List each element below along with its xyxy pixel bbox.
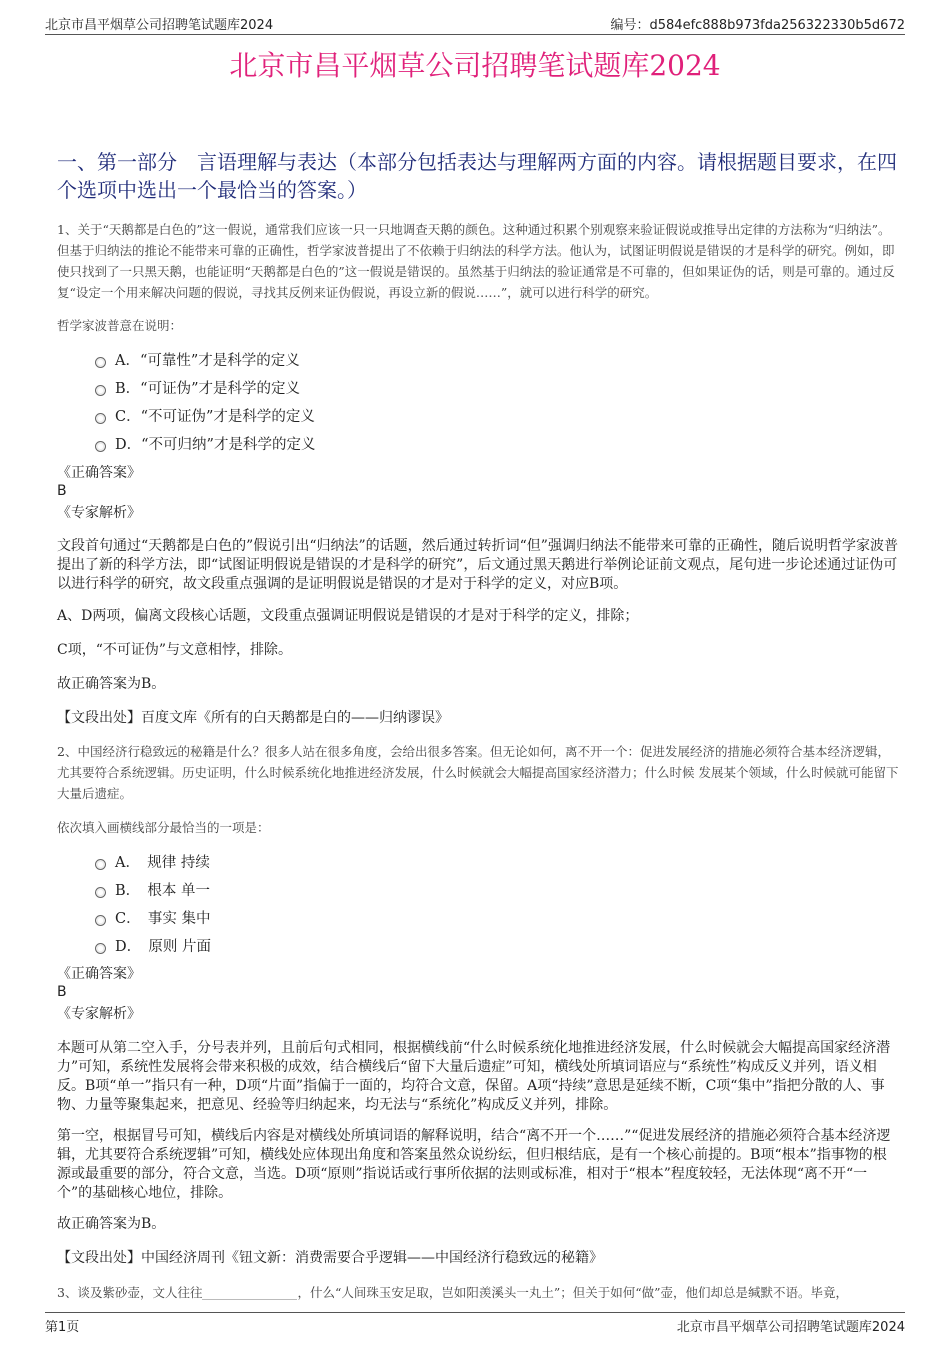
radio-icon[interactable]	[95, 887, 106, 898]
q2-analysis-p3: 故正确答案为B。	[57, 1216, 166, 1232]
q1-option-a[interactable]: A．“可靠性”才是科学的定义	[95, 345, 315, 373]
q2-option-b[interactable]: B． 根本 单一	[95, 875, 211, 903]
q2-option-a[interactable]: A． 规律 持续	[95, 847, 211, 875]
page-header	[45, 14, 905, 35]
q1-stem: 哲学家波普意在说明：	[57, 318, 183, 333]
q2-answer-label: 《正确答案》	[57, 966, 141, 982]
q3-text: 3、谈及紫砂壶，文人往往 ，什么“人间珠玉安足取，岂如阳羡溪头一丸土”；但关于如何“做”壶，他们却总是缄默不语。毕竟，	[57, 1285, 849, 1300]
q2-options	[95, 847, 211, 959]
page-footer	[45, 1312, 905, 1333]
q1-option-d[interactable]: D．“不可归纳”才是科学的定义	[95, 429, 315, 457]
radio-icon[interactable]	[95, 859, 106, 870]
q2-option-d[interactable]: D． 原则 片面	[95, 931, 211, 959]
section-heading: 一、第一部分 言语理解与表达（本部分包括表达与理解两方面的内容。请根据题目要求，在四个选项中选出一个最恰当的答案。）	[57, 150, 897, 202]
q1-analysis-label: 《专家解析》	[57, 505, 141, 521]
q2-option-c[interactable]: C． 事实 集中	[95, 903, 211, 931]
q2-analysis-p2: 第一空，根据冒号可知，横线后内容是对横线处所填词语的解释说明，结合“离不开一个……”“促进发展经济的措施必须符合基本经济逻辑，尤其要符合系统逻辑”可知，横线处应体现出角度和答案虽然众说纷纭，但归根结底，是有一个核心前提的。B项“根本”指事物的根源或最重要的部分，符合文意，当选。D项“原则”指说话或行事所依据的法则或标准，相对于“根本”程度较轻，无法体现“离不开“一个”的基础核心地位，排除。	[57, 1128, 891, 1201]
q1-analysis-p4: 故正确答案为B。	[57, 676, 166, 692]
q1-option-c[interactable]: C．“不可证伪”才是科学的定义	[95, 401, 315, 429]
radio-icon[interactable]	[95, 413, 106, 424]
footer-doc-title: 北京市昌平烟草公司招聘笔试题库2024	[676, 1320, 905, 1335]
radio-icon[interactable]	[95, 915, 106, 926]
q1-analysis-p3: C项，“不可证伪”与文意相悖，排除。	[57, 642, 293, 658]
q1-analysis-p1: 文段首句通过“天鹅都是白色的”假说引出“归纳法”的话题，然后通过转折词“但”强调归纳法不能带来可靠的正确性，随后说明哲学家波普提出了新的科学方法，即“试图证明假说是错误的才是科学的研究”，后文通过黑天鹅进行举例论证前文观点，尾句进一步论述通过证伪可以进行科学的研究，故文段重点强调的是证明假说是错误的才是对于科学的定义，对应B项。	[57, 538, 898, 592]
q1-options	[95, 345, 315, 457]
q1-text: 1、关于“天鹅都是白色的”这一假说，通常我们应该一只一只地调查天鹅的颜色。这种通过积累个别观察来验证假说或推导出定律的方法称为“归纳法”。但基于归纳法的推论不能带来可靠的正确性，哲学家波普提出了不依赖于归纳法的科学方法。他认为，试图证明假说是错误的才是科学的研究。例如，即使只找到了一只黑天鹅，也能证明“天鹅都是白色的”这一假说是错误的。虽然基于归纳法的验证通常是不可靠的，但如果证伪的话，则是可靠的。通过反复“设定一个用来解决问题的假说，寻找其反例来证伪假说，再设立新的假说……”，就可以进行科学的研究。	[57, 222, 895, 300]
radio-icon[interactable]	[95, 441, 106, 452]
q1-source: 【文段出处】百度文库《所有的白天鹅都是白的——归纳谬误》	[57, 710, 449, 726]
radio-icon[interactable]	[95, 357, 106, 368]
header-doc-title: 北京市昌平烟草公司招聘笔试题库2024	[45, 18, 274, 33]
fill-in-blank[interactable]	[202, 1287, 297, 1300]
q1-analysis-p2: A、D两项，偏离文段核心话题，文段重点强调证明假说是错误的才是对于科学的定义，排除；	[57, 608, 639, 624]
page-title: 北京市昌平烟草公司招聘笔试题库2024	[229, 49, 721, 82]
q2-stem: 依次填入画横线部分最恰当的一项是：	[57, 820, 270, 835]
q2-source: 【文段出处】中国经济周刊《钮文新：消费需要合乎逻辑——中国经济行稳致远的秘籍》	[57, 1250, 603, 1266]
q2-answer: B	[57, 984, 67, 1000]
q1-answer: B	[57, 483, 67, 499]
radio-icon[interactable]	[95, 385, 106, 396]
q2-analysis-p1: 本题可从第二空入手，分号表并列，且前后句式相同，根据横线前“什么时候系统化地推进经济发展，什么时候就会大幅提高国家经济潜力”可知，系统性发展将会带来积极的成效，结合横线后“留下大量后遗症”可知，横线处所填词语应与“系统性”构成反义并列，语义相反。B项“单一”指只有一种，D项“片面”指偏于一面的，均符合文意，保留。A项“持续”意思是延续不断，C项“集中”指把分散的人、事物、力量等聚集起来，把意见、经验等归纳起来，均无法与“系统化”构成反义并列，排除。	[57, 1040, 891, 1113]
radio-icon[interactable]	[95, 943, 106, 954]
q2-text: 2、中国经济行稳致远的秘籍是什么？很多人站在很多角度，会给出很多答案。但无论如何，离不开一个：促进发展经济的措施必须符合基本经济逻辑，尤其要符合系统逻辑。历史证明，什么时候系统化地推进经济发展，什么时候就会大幅提高国家经济潜力；什么时候 发展某个领域，什么时候就可能留下大量后遗症。	[57, 744, 899, 801]
footer-page-number: 第1页	[45, 1320, 80, 1335]
q1-option-b[interactable]: B．“可证伪”才是科学的定义	[95, 373, 315, 401]
q1-answer-label: 《正确答案》	[57, 465, 141, 481]
header-doc-number: 编号：d584efc888b973fda256322330b5d672	[610, 18, 905, 33]
q2-analysis-label: 《专家解析》	[57, 1006, 141, 1022]
